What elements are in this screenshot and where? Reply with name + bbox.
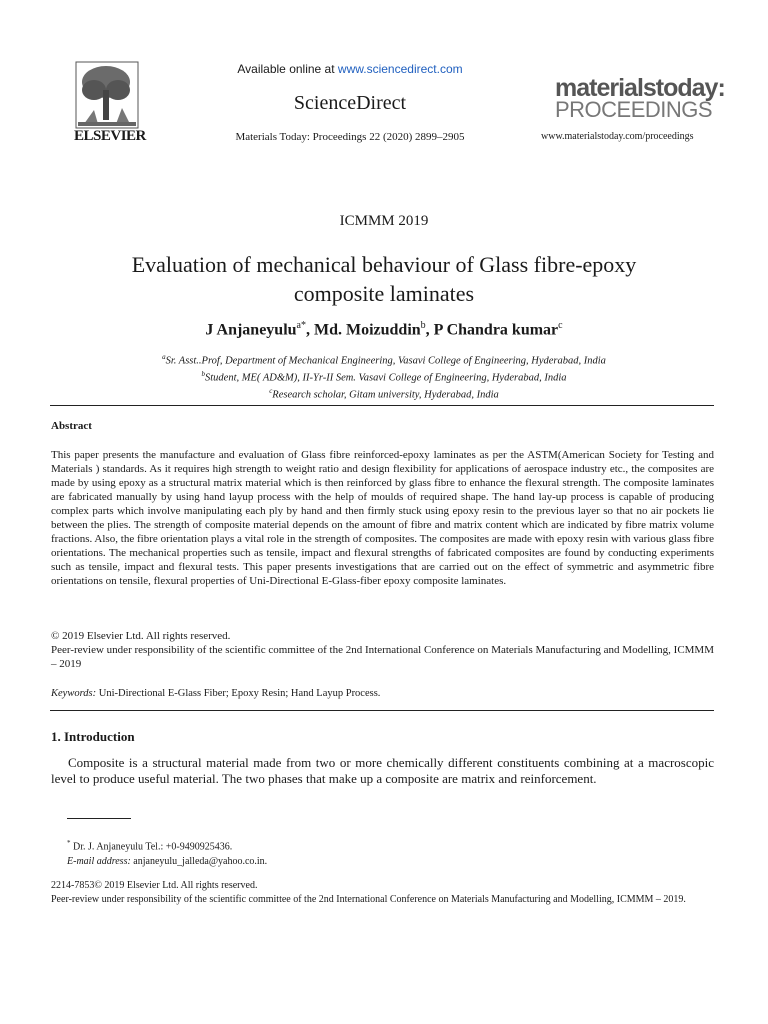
author-name: Md. Moizuddin — [313, 321, 421, 339]
peer-review-line: Peer-review under responsibility of the scientific committee of the 2nd International Conference on Materials Manufacturing and Modelling, ICMMM – 2019 — [51, 644, 714, 670]
keywords-label: Keywords: — [51, 688, 97, 699]
elsevier-wordmark: ELSEVIER — [74, 128, 146, 144]
materials-today-logo-top: materialstoday: — [555, 74, 725, 102]
footnote-email — [67, 854, 267, 869]
affiliation-line — [0, 351, 768, 368]
footnote-contact — [67, 836, 267, 854]
issn-line: 2214-7853© 2019 Elsevier Ltd. All rights reserved. — [51, 880, 258, 891]
sciencedirect-link[interactable]: www.sciencedirect.com — [337, 62, 463, 76]
keywords-line — [51, 688, 380, 699]
materials-today-logo — [555, 74, 725, 122]
author-list — [0, 320, 768, 339]
introduction-heading: 1. Introduction — [51, 729, 135, 744]
abstract-body: This paper presents the manufacture and evaluation of Glass fibre reinforced-epoxy laminates as per the ASTM(American Society for Testing and Materials ) standards. As it requires high strength to weight ratio and design flexibility for applications of aerospace industry etc., the composites are made by using epoxy as a structural matrix material which is then reinforced by glass fibre to enhance the flexural strength. The composite laminates are fabricated manually by using hand layup process with the help of moulds of required shape. The hand lay-up process is capable of producing complex parts which involve manipulating each ply by hand and then firmly stuck using epoxy resin to the previous layer so that no air pockets lie between the plies. The strength of composite material depends on the amount of fibre and matrix content which are indicated by fibre matrix volume fractions. Also, the fibre orientation plays a vital role in the strength of composites. The composites are made with epoxy resin with various glass fibre orientations. The mechanical properties such as tensile, impact and flexural strengths of fabricated composites are found by conducting experiments such as tensile, impact and flexural tests. This paper presents investigations that are carried out on the effect of symmetric and asymmetric fibre orientations on tensile, flexural properties of Uni-Directional E-Glass-fiber epoxy composite laminates. — [51, 449, 714, 587]
affiliation-text: Sr. Asst..Prof, Department of Mechanical Engineering, Vasavi College of Engineering, Hyderabad, India — [165, 355, 606, 367]
author-name: J Anjaneyulu — [205, 321, 297, 339]
author-name: P Chandra kumar — [433, 321, 559, 339]
email-label: E-mail address: — [67, 856, 131, 868]
abstract-heading: Abstract — [51, 420, 92, 432]
conference-name: ICMMM 2019 — [339, 213, 429, 229]
platform-name: ScienceDirect — [293, 92, 407, 114]
materials-today-logo-bottom: PROCEEDINGS — [555, 97, 713, 122]
author-affiliation-mark: a* — [296, 320, 306, 331]
keywords-text: Uni-Directional E-Glass Fiber; Epoxy Resin; Hand Layup Process. — [96, 688, 381, 699]
issn-block — [51, 879, 716, 907]
author-affiliation-mark: c — [558, 320, 563, 331]
affiliation-text: Research scholar, Gitam university, Hyderabad, India — [272, 389, 499, 401]
affiliation-text: Student, ME( AD&M), II-Yr-II Sem. Vasavi College of Engineering, Hyderabad, India — [205, 372, 567, 384]
footnote-divider — [67, 818, 131, 819]
affiliation-line — [0, 368, 768, 385]
rights-block — [51, 629, 714, 671]
issn-peer-review: Peer-review under responsibility of the scientific committee of the 2nd International Conference on Materials Manufacturing and Modelling, ICMMM – 2019. — [51, 894, 686, 905]
affiliation-mark: b — [201, 370, 205, 378]
email-address[interactable]: anjaneyulu_jalleda@yahoo.co.in. — [130, 856, 268, 868]
paper-title: Evaluation of mechanical behaviour of Glass fibre-epoxy composite laminates — [131, 252, 637, 306]
journal-url[interactable]: www.materialstoday.com/proceedings — [541, 131, 694, 142]
available-online-prefix: Available online at — [237, 62, 338, 76]
copyright-line: © 2019 Elsevier Ltd. All rights reserved. — [51, 630, 231, 642]
affiliation-line — [0, 385, 768, 402]
affiliations — [0, 351, 768, 402]
author-affiliation-mark: b — [420, 320, 426, 331]
footnote-mark: * — [67, 839, 71, 847]
introduction-body: Composite is a structural material made from two or more chemically different constituents combining at a macroscopic level to produce useful material. The two phases that make up a composite are matrix and reinforcement. — [51, 755, 714, 786]
affiliation-mark: c — [269, 387, 273, 395]
author-separator: , — [425, 321, 434, 339]
section-divider — [50, 405, 714, 406]
affiliation-mark: a — [162, 353, 166, 361]
section-divider — [50, 710, 714, 711]
corresponding-author-footnote — [67, 836, 267, 869]
footnote-contact-text: Dr. J. Anjaneyulu Tel.: +0-9490925436. — [70, 841, 233, 853]
author-separator: , — [305, 321, 314, 339]
journal-reference: Materials Today: Proceedings 22 (2020) 2899–2905 — [235, 131, 465, 143]
